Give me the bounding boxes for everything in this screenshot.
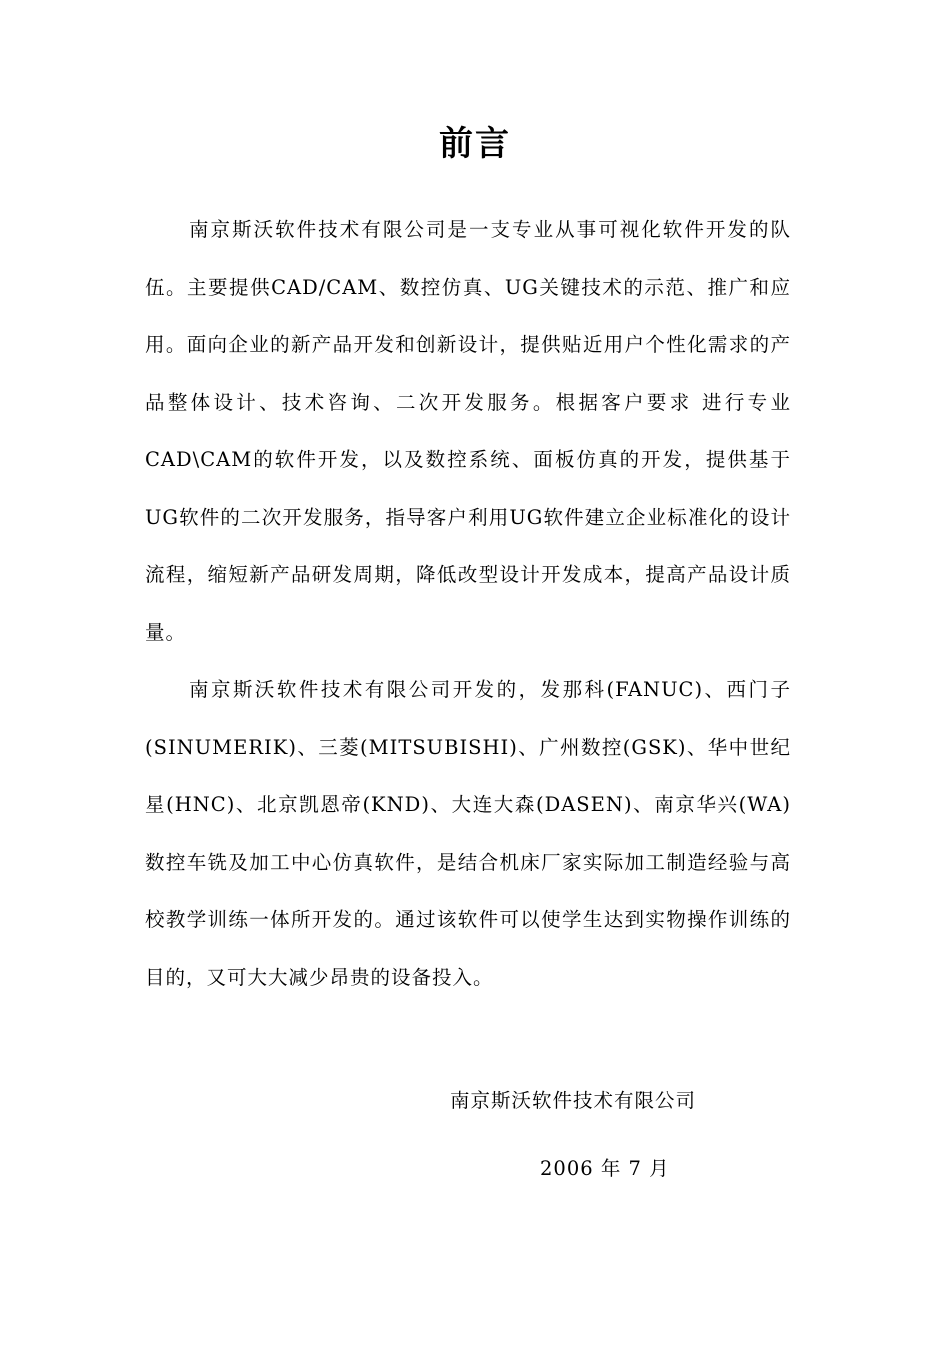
paragraph-software-intro: 南京斯沃软件技术有限公司开发的，发那科(FANUC)、西门子(SINUMERIK)、三菱(MITSUBISHI)、广州数控(GSK)、华中世纪星(HNC)、北京凯恩帝(KND)、大连大森(DASEN)、南京华兴(WA) 数控车铣及加工中心仿真软件，是结合机床厂家实际加工制造经验与高校教学训练一体所开发的。通过该软件可以使学生达到实物操作训练的目的，又可大大减少昂贵的设备投入。 xyxy=(145,678,791,989)
signature-date: 2006 年 7 月 xyxy=(540,1157,670,1180)
signature-company: 南京斯沃软件技术有限公司 xyxy=(450,1089,697,1112)
page-title: 前言 xyxy=(439,124,511,164)
paragraph-company-intro: 南京斯沃软件技术有限公司是一支专业从事可视化软件开发的队伍。主要提供CAD/CAM、数控仿真、UG关键技术的示范、推广和应用。面向企业的新产品开发和创新设计，提供贴近用户个性化需求的产品整体设计、技术咨询、二次开发服务。根据客户要求 进行专业CAD\CAM的软件开发，以及数控系统、面板仿真的开发，提供基于UG软件的二次开发服务，指导客户利用UG软件建立企业标准化的设计流程，缩短新产品研发周期，降低改型设计开发成本，提高产品设计质量。 xyxy=(145,218,791,644)
